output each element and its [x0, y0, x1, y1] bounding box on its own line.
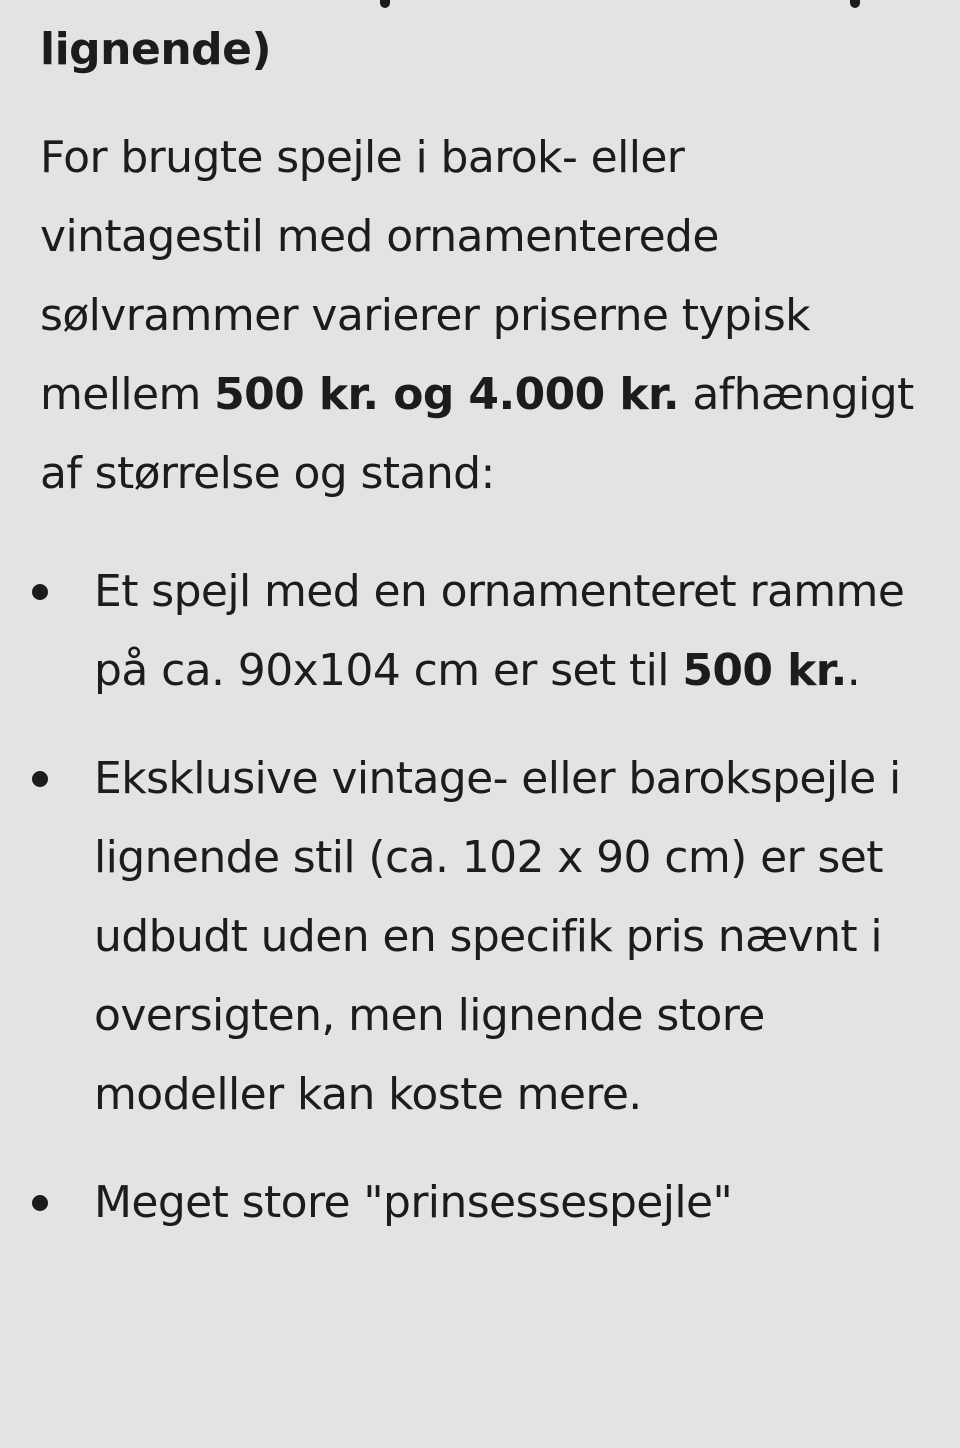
bullet-dot-icon: [32, 1195, 48, 1211]
list-item: [0, 1163, 960, 1242]
intro-text-end: afhængigt af størrelse og stand:: [40, 369, 914, 499]
bullet-text: Eksklusive vintage- eller barokspejle i lignende stil (ca. 102 x 90 cm) er set udbudt uden en specifik pris nævnt i oversigten, men lignende store modeller kan koste mere.: [94, 753, 901, 1120]
list-item: [0, 552, 960, 710]
section-heading: [40, 20, 271, 80]
intro-paragraph: [40, 118, 920, 513]
section-heading-text: lignende): [40, 24, 272, 75]
intro-text-start: For brugte spejle i barok- eller vintagestil med ornamenterede sølvrammer varierer priserne typisk mellem: [40, 132, 811, 420]
bullet-dot-icon: [32, 771, 48, 787]
bullet-text-end: .: [846, 645, 861, 696]
bullet-text: Meget store "prinsessespejle": [94, 1177, 733, 1228]
list-item: [0, 739, 960, 1134]
bullet-price: 500 kr.: [682, 645, 847, 696]
bullet-dot-icon: [32, 584, 48, 600]
intro-price-range: 500 kr. og 4.000 kr.: [214, 369, 679, 420]
price-bullet-list: [0, 552, 960, 1271]
bullet-text: Et spejl med en ornamenteret ramme på ca. 90x104 cm er set til: [94, 566, 905, 696]
